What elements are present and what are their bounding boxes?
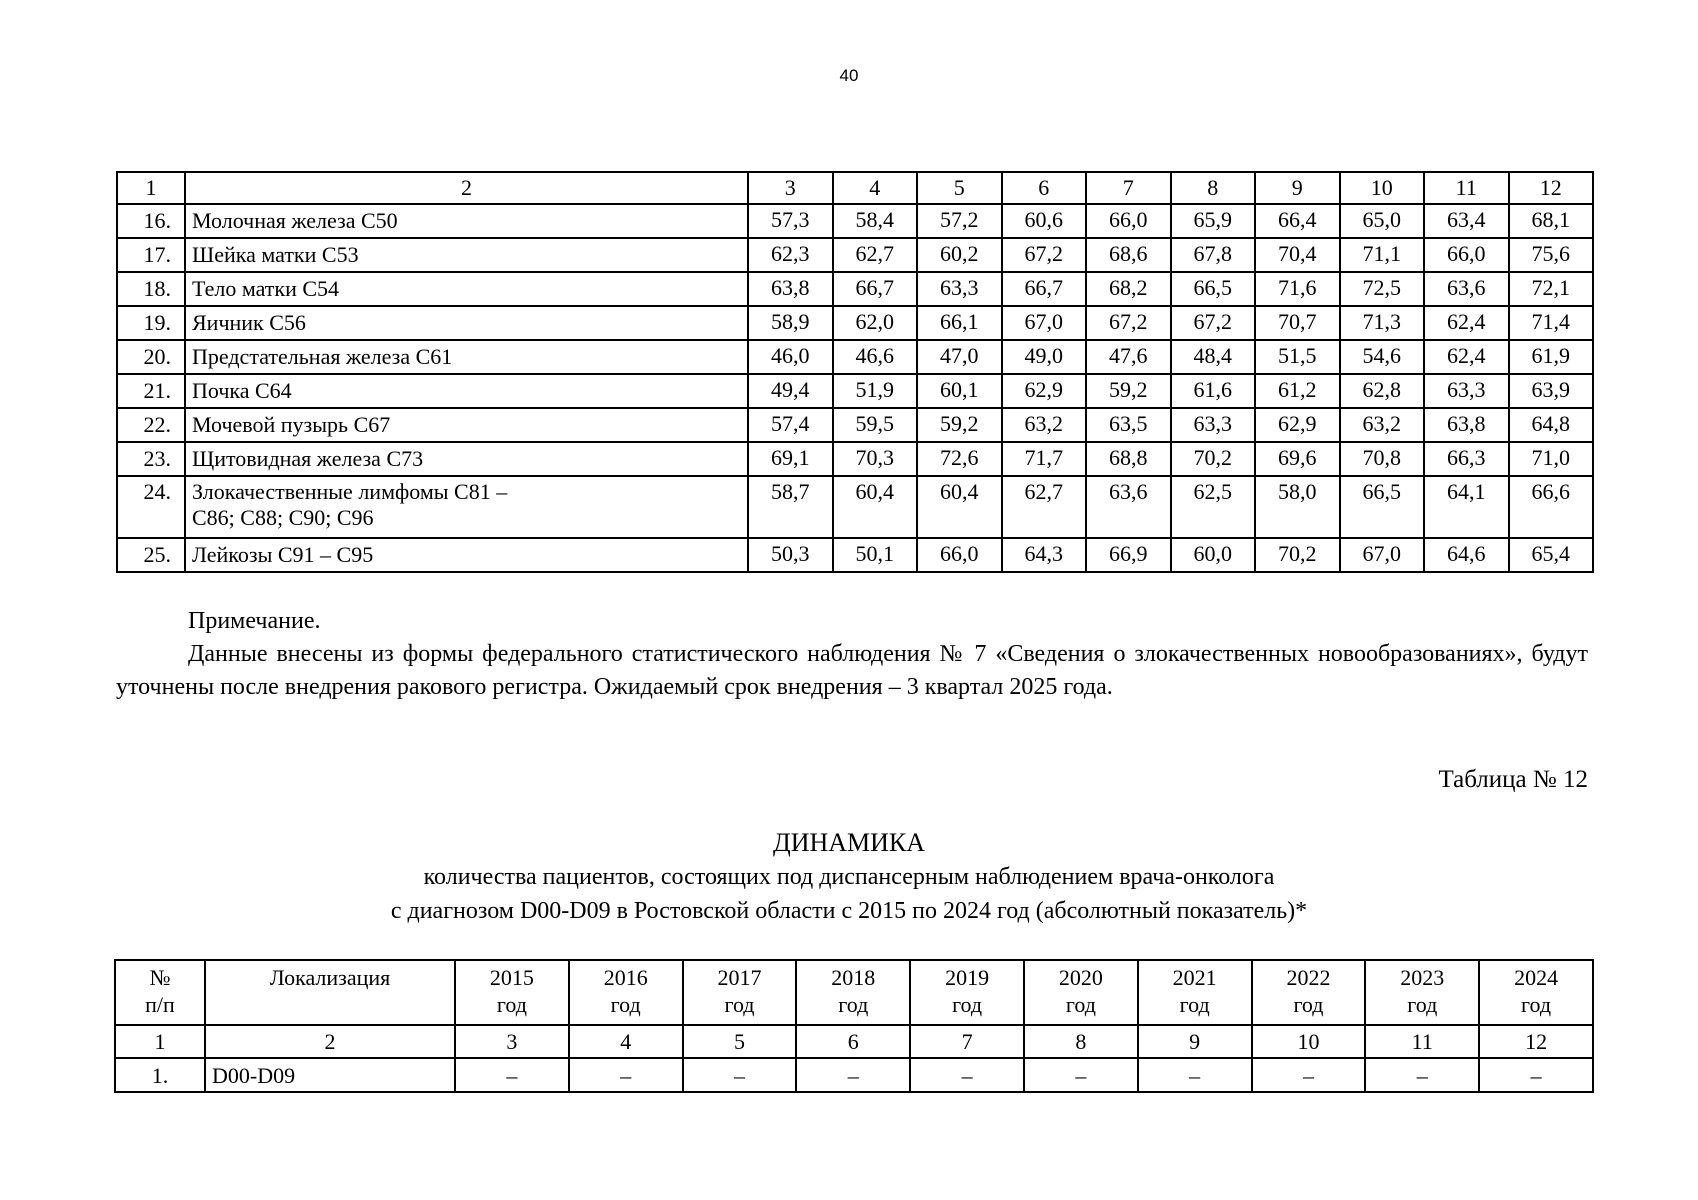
value-cell: 59,2 <box>917 408 1002 442</box>
dispensary-table <box>114 959 1594 1093</box>
column-index-cell: 12 <box>1479 1025 1593 1058</box>
table-row <box>117 340 1593 374</box>
value-cell: 62,7 <box>1002 476 1087 538</box>
value-cell: 70,3 <box>833 442 918 476</box>
value-cell: 64,6 <box>1424 538 1509 572</box>
year-text: 2016 <box>603 965 648 990</box>
value-cell: 57,2 <box>917 204 1002 238</box>
value-cell: 66,9 <box>1086 538 1171 572</box>
value-cell: 61,9 <box>1509 340 1594 374</box>
table-subtitle-line-2: с диагнозом D00-D09 в Ростовской области с 2015 по 2024 год (абсолютный показатель)* <box>390 898 1308 924</box>
value-cell: 63,9 <box>1509 374 1594 408</box>
value-cell: 64,1 <box>1424 476 1509 538</box>
header-year-cell <box>1479 960 1593 1025</box>
value-cell: 63,8 <box>1424 408 1509 442</box>
value-cell: 63,2 <box>1002 408 1087 442</box>
value-cell: 67,2 <box>1086 306 1171 340</box>
value-cell: 66,0 <box>1424 238 1509 272</box>
value-cell: 70,2 <box>1255 538 1340 572</box>
value-cell: 50,3 <box>748 538 833 572</box>
localization-text: Злокачественные лимфомы С81 – <box>192 479 508 504</box>
table-row <box>115 1058 1593 1092</box>
value-cell: 63,3 <box>1424 374 1509 408</box>
localization-cell: D00-D09 <box>205 1058 455 1092</box>
value-cell: 63,5 <box>1086 408 1171 442</box>
localization-text: Почка С64 <box>192 378 292 403</box>
localization-cell <box>185 272 748 306</box>
year-text: 2015 <box>489 965 534 990</box>
value-cell: 66,5 <box>1171 272 1256 306</box>
value-cell: 71,1 <box>1340 238 1425 272</box>
value-cell: 62,7 <box>833 238 918 272</box>
row-number-cell: 25. <box>117 538 185 572</box>
value-cell: 65,9 <box>1171 204 1256 238</box>
column-index-cell: 3 <box>748 172 833 204</box>
note-title: Примечание. <box>188 608 321 634</box>
value-cell: 54,6 <box>1340 340 1425 374</box>
value-cell: 63,8 <box>748 272 833 306</box>
table-row <box>117 272 1593 306</box>
value-cell: 70,2 <box>1171 442 1256 476</box>
column-index-cell: 5 <box>917 172 1002 204</box>
localization-cell <box>185 306 748 340</box>
year-suffix-text: год <box>1407 992 1438 1017</box>
value-cell: – <box>455 1058 569 1092</box>
value-cell: 66,7 <box>1002 272 1087 306</box>
table-row <box>117 538 1593 572</box>
year-suffix-text: год <box>952 992 983 1017</box>
year-suffix-text: год <box>1179 992 1210 1017</box>
value-cell: 48,4 <box>1171 340 1256 374</box>
column-index-cell: 1 <box>117 172 185 204</box>
localization-text: Мочевой пузырь С67 <box>192 412 391 437</box>
header-year-cell <box>1024 960 1138 1025</box>
localization-cell <box>185 442 748 476</box>
value-cell: 49,4 <box>748 374 833 408</box>
column-index-cell: 4 <box>569 1025 683 1058</box>
localization-cell <box>185 408 748 442</box>
value-cell: 60,4 <box>833 476 918 538</box>
value-cell: 67,2 <box>1171 306 1256 340</box>
table-subtitle-line-1: количества пациентов, состоящих под диспансерным наблюдением врача-онколога <box>423 864 1275 890</box>
value-cell: 58,9 <box>748 306 833 340</box>
table-number: Таблица № 12 <box>1438 766 1588 793</box>
row-number-cell: 24. <box>117 476 185 538</box>
value-cell: 51,5 <box>1255 340 1340 374</box>
value-cell: 67,0 <box>1002 306 1087 340</box>
header-year-cell <box>1365 960 1479 1025</box>
row-number-cell: 18. <box>117 272 185 306</box>
value-cell: – <box>1138 1058 1252 1092</box>
value-cell: – <box>1252 1058 1366 1092</box>
value-cell: 75,6 <box>1509 238 1594 272</box>
header-row <box>115 960 1593 1025</box>
year-text: 2017 <box>717 965 762 990</box>
value-cell: 63,4 <box>1424 204 1509 238</box>
value-cell: 66,0 <box>917 538 1002 572</box>
value-cell: 66,7 <box>833 272 918 306</box>
column-index-cell: 6 <box>1002 172 1087 204</box>
table-row <box>117 408 1593 442</box>
value-cell: 62,9 <box>1255 408 1340 442</box>
column-index-row <box>117 172 1593 204</box>
value-cell: 71,0 <box>1509 442 1594 476</box>
year-text: 2021 <box>1172 965 1217 990</box>
localization-text: Щитовидная железа С73 <box>192 446 424 471</box>
header-number-cell <box>115 960 205 1025</box>
header-year-cell <box>1252 960 1366 1025</box>
value-cell: 66,5 <box>1340 476 1425 538</box>
row-number-cell: 20. <box>117 340 185 374</box>
value-cell: 63,3 <box>1171 408 1256 442</box>
year-text: 2018 <box>831 965 876 990</box>
localization-text: Лейкозы С91 – С95 <box>192 542 374 567</box>
value-cell: – <box>683 1058 797 1092</box>
value-cell: 47,6 <box>1086 340 1171 374</box>
row-number-cell: 1. <box>115 1058 205 1092</box>
header-year-cell <box>1138 960 1252 1025</box>
value-cell: – <box>1479 1058 1593 1092</box>
value-cell: 49,0 <box>1002 340 1087 374</box>
value-cell: 60,1 <box>917 374 1002 408</box>
column-index-cell: 7 <box>910 1025 1024 1058</box>
value-cell: 62,0 <box>833 306 918 340</box>
value-cell: – <box>1024 1058 1138 1092</box>
value-cell: 68,2 <box>1086 272 1171 306</box>
value-cell: 69,1 <box>748 442 833 476</box>
value-cell: 58,0 <box>1255 476 1340 538</box>
column-index-cell: 10 <box>1340 172 1425 204</box>
value-cell: 57,3 <box>748 204 833 238</box>
row-number-cell: 16. <box>117 204 185 238</box>
column-index-cell: 2 <box>185 172 748 204</box>
year-text: 2024 <box>1514 965 1559 990</box>
year-suffix-text: год <box>1065 992 1096 1017</box>
value-cell: 59,2 <box>1086 374 1171 408</box>
column-index-cell: 9 <box>1255 172 1340 204</box>
year-text: 2023 <box>1400 965 1445 990</box>
table-row <box>117 306 1593 340</box>
value-cell: 61,6 <box>1171 374 1256 408</box>
value-cell: 62,8 <box>1340 374 1425 408</box>
value-cell: 62,9 <box>1002 374 1087 408</box>
value-cell: 66,6 <box>1509 476 1594 538</box>
year-text: 2022 <box>1286 965 1331 990</box>
value-cell: 66,1 <box>917 306 1002 340</box>
column-index-cell: 11 <box>1365 1025 1479 1058</box>
column-index-cell: 5 <box>683 1025 797 1058</box>
value-cell: 64,8 <box>1509 408 1594 442</box>
column-index-cell: 4 <box>833 172 918 204</box>
value-cell: 66,3 <box>1424 442 1509 476</box>
year-suffix-text: год <box>1521 992 1552 1017</box>
value-cell: 62,3 <box>748 238 833 272</box>
value-cell: 63,3 <box>917 272 1002 306</box>
header-year-cell <box>910 960 1024 1025</box>
year-text: 2020 <box>1058 965 1103 990</box>
table-row <box>117 476 1593 538</box>
row-number-cell: 17. <box>117 238 185 272</box>
value-cell: 71,3 <box>1340 306 1425 340</box>
value-cell: 61,2 <box>1255 374 1340 408</box>
value-cell: 72,5 <box>1340 272 1425 306</box>
value-cell: 67,0 <box>1340 538 1425 572</box>
year-suffix-text: год <box>610 992 641 1017</box>
survival-table <box>116 171 1594 573</box>
value-cell: 68,8 <box>1086 442 1171 476</box>
column-index-cell: 6 <box>796 1025 910 1058</box>
column-index-cell: 2 <box>205 1025 455 1058</box>
value-cell: 68,6 <box>1086 238 1171 272</box>
value-cell: 63,6 <box>1424 272 1509 306</box>
table-row <box>117 442 1593 476</box>
row-number-cell: 23. <box>117 442 185 476</box>
localization-text: Предстательная железа С61 <box>192 344 453 369</box>
value-cell: 62,5 <box>1171 476 1256 538</box>
header-year-cell <box>569 960 683 1025</box>
header-number-text: № <box>149 965 171 990</box>
value-cell: 70,8 <box>1340 442 1425 476</box>
localization-text: Шейка матки С53 <box>192 242 359 267</box>
value-cell: 62,4 <box>1424 340 1509 374</box>
value-cell: 72,6 <box>917 442 1002 476</box>
value-cell: – <box>796 1058 910 1092</box>
table-title: ДИНАМИКА <box>772 828 926 857</box>
value-cell: 65,4 <box>1509 538 1594 572</box>
value-cell: 60,2 <box>917 238 1002 272</box>
value-cell: 68,1 <box>1509 204 1594 238</box>
column-index-cell: 11 <box>1424 172 1509 204</box>
header-number-text: п/п <box>145 992 175 1017</box>
table-row <box>117 374 1593 408</box>
value-cell: 66,4 <box>1255 204 1340 238</box>
page-number: 40 <box>839 66 859 85</box>
value-cell: 69,6 <box>1255 442 1340 476</box>
row-number-cell: 22. <box>117 408 185 442</box>
column-index-cell: 8 <box>1024 1025 1138 1058</box>
value-cell: 60,6 <box>1002 204 1087 238</box>
value-cell: 47,0 <box>917 340 1002 374</box>
value-cell: 63,6 <box>1086 476 1171 538</box>
localization-text: Тело матки С54 <box>192 276 340 301</box>
localization-cell <box>185 476 748 538</box>
column-index-cell: 9 <box>1138 1025 1252 1058</box>
value-cell: 70,7 <box>1255 306 1340 340</box>
value-cell: 46,6 <box>833 340 918 374</box>
value-cell: 62,4 <box>1424 306 1509 340</box>
localization-text: С86; С88; С90; С96 <box>192 505 374 530</box>
value-cell: 64,3 <box>1002 538 1087 572</box>
value-cell: 50,1 <box>833 538 918 572</box>
value-cell: 71,4 <box>1509 306 1594 340</box>
value-cell: 63,2 <box>1340 408 1425 442</box>
value-cell: 65,0 <box>1340 204 1425 238</box>
localization-cell <box>185 340 748 374</box>
localization-text: Молочная железа С50 <box>192 208 398 233</box>
value-cell: 60,0 <box>1171 538 1256 572</box>
value-cell: 57,4 <box>748 408 833 442</box>
value-cell: 66,0 <box>1086 204 1171 238</box>
value-cell: 71,6 <box>1255 272 1340 306</box>
header-year-cell <box>683 960 797 1025</box>
row-number-cell: 19. <box>117 306 185 340</box>
value-cell: 58,7 <box>748 476 833 538</box>
value-cell: 67,8 <box>1171 238 1256 272</box>
header-year-cell <box>796 960 910 1025</box>
value-cell: – <box>569 1058 683 1092</box>
value-cell: – <box>910 1058 1024 1092</box>
value-cell: 71,7 <box>1002 442 1087 476</box>
column-index-cell: 12 <box>1509 172 1594 204</box>
table-row <box>117 204 1593 238</box>
year-text: 2019 <box>945 965 990 990</box>
header-year-cell <box>455 960 569 1025</box>
value-cell: 70,4 <box>1255 238 1340 272</box>
row-number-cell: 21. <box>117 374 185 408</box>
localization-cell <box>185 204 748 238</box>
year-suffix-text: год <box>1293 992 1324 1017</box>
localization-text: Яичник С56 <box>192 310 306 335</box>
year-suffix-text: год <box>724 992 755 1017</box>
column-index-cell: 1 <box>115 1025 205 1058</box>
value-cell: 58,4 <box>833 204 918 238</box>
column-index-cell: 8 <box>1171 172 1256 204</box>
localization-cell <box>185 538 748 572</box>
value-cell: 60,4 <box>917 476 1002 538</box>
column-index-cell: 10 <box>1252 1025 1366 1058</box>
note-body: Данные внесены из формы федерального статистического наблюдения № 7 «Сведения о злокачественных новообразованиях», будут уточнены после внедрения ракового регистра. Ожидаемый срок внедрения – 3 квартал 2025 года. <box>116 641 1588 700</box>
column-index-row <box>115 1025 1593 1058</box>
localization-cell <box>185 238 748 272</box>
value-cell: 72,1 <box>1509 272 1594 306</box>
column-index-cell: 3 <box>455 1025 569 1058</box>
value-cell: 46,0 <box>748 340 833 374</box>
value-cell: 67,2 <box>1002 238 1087 272</box>
column-index-cell: 7 <box>1086 172 1171 204</box>
year-suffix-text: год <box>838 992 869 1017</box>
header-localization-cell: Локализация <box>205 960 455 1025</box>
value-cell: 59,5 <box>833 408 918 442</box>
table-row <box>117 238 1593 272</box>
year-suffix-text: год <box>496 992 527 1017</box>
value-cell: – <box>1365 1058 1479 1092</box>
value-cell: 51,9 <box>833 374 918 408</box>
localization-cell <box>185 374 748 408</box>
